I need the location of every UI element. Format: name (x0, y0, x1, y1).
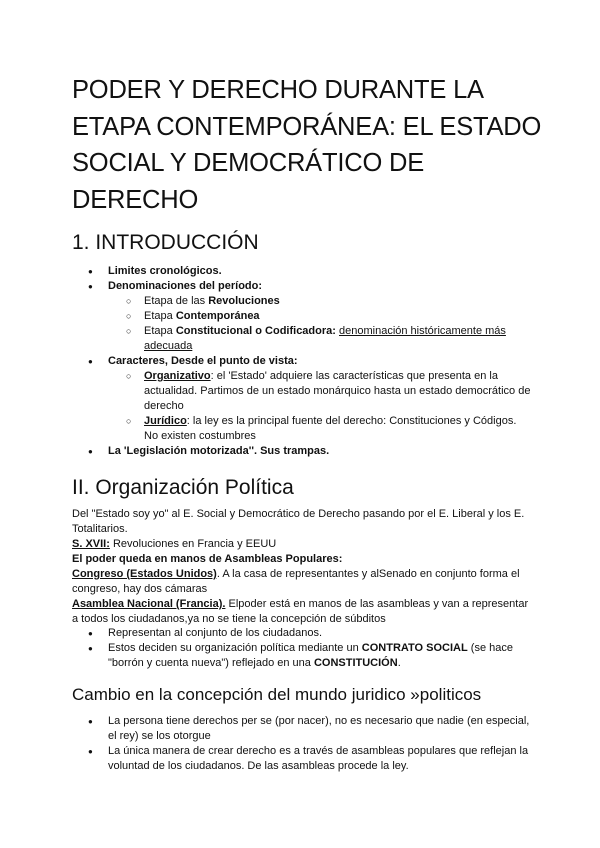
sxvii-paragraph (72, 537, 532, 552)
section-heading-cambio: Cambio en la concepción del mundo juridico »politicos (72, 685, 482, 704)
intro-list (72, 264, 532, 459)
congreso-label: Congreso (Estados Unidos) (72, 568, 217, 580)
denominaciones-text: Denominaciones del período: (108, 280, 263, 292)
org-bullet-text: . (397, 657, 401, 669)
etapa-prefix: Etapa de las (144, 295, 209, 307)
juridico-label: Jurídico (144, 415, 187, 427)
denominaciones-sublist (108, 294, 532, 354)
etapa-contemporanea: Contemporánea (175, 310, 260, 322)
etapa-prefix: Etapa (144, 310, 176, 322)
congreso-paragraph (72, 567, 532, 597)
organizativo-label: Organizativo (144, 370, 211, 382)
etapa-constitucional-note: denominación históricamente más adecuada (144, 325, 506, 352)
asamblea-text: Elpoder está en manos de las asambleas y van a representar a todos los ciudadanos,ya no se tiene la concepción de súbditos (72, 598, 529, 625)
organizativo-text: : el 'Estado' adquiere las características que presenta en la actualidad. Partimos de un estado monárquico hasta un estado democrático de derecho (144, 370, 531, 412)
org-intro-paragraph: Del "Estado soy yo" al E. Social y Democrático de Derecho pasando por el E. Liberal y los E. Totalitarios. (72, 508, 525, 535)
list-item (72, 444, 532, 459)
constitucion-text: CONSTITUCIÓN (313, 657, 398, 669)
asamblea-paragraph (72, 597, 532, 627)
section-heading-introduccion: 1. INTRODUCCIÓN (72, 231, 259, 254)
asamblea-label: Asamblea Nacional (Francia). (72, 598, 226, 610)
sxvii-text: Revoluciones en Francia y EEUU (109, 538, 277, 550)
list-item (72, 279, 532, 354)
cambio-list (72, 714, 532, 774)
etapa-constitucional: Constitucional o Codificadora: (175, 325, 336, 337)
etapa-revoluciones: Revoluciones (208, 295, 280, 307)
list-item (108, 294, 532, 309)
page-title: PODER Y DERECHO DURANTE LA ETAPA CONTEMPORÁNEA: EL ESTADO SOCIAL Y DEMOCRÁTICO DE DERECHO (72, 76, 542, 214)
list-item (72, 354, 532, 444)
section-heading-organizacion: II. Organización Política (72, 476, 294, 499)
list-item (108, 324, 532, 354)
organizacion-body (72, 507, 532, 627)
cambio-bullet-text: La persona tiene derechos per se (por nacer), no es necesario que nadie (en especial, el rey) se los otorgue (108, 715, 530, 742)
limites-text: Limites cronológicos. (108, 265, 222, 277)
list-item (108, 369, 532, 414)
etapa-prefix: Etapa (144, 325, 176, 337)
legislacion-text: La 'Legislación motorizada''. Sus trampas. (108, 445, 330, 457)
org-bullet-text: Representan al conjunto de los ciudadanos. (108, 627, 323, 639)
cambio-bullet-text: La única manera de crear derecho es a través de asambleas populares que reflejan la voluntad de los ciudadanos. De las asambleas procede la ley. (108, 745, 529, 772)
organizacion-list (72, 626, 532, 671)
poder-paragraph (72, 552, 532, 567)
caracteres-text: Caracteres, Desde el punto de vista: (108, 355, 298, 367)
list-item (72, 714, 532, 744)
org-bullet-text: Estos deciden su organización política mediante un (108, 642, 362, 654)
caracteres-sublist (108, 369, 532, 444)
list-item (72, 626, 532, 641)
list-item (72, 744, 532, 774)
list-item (108, 309, 532, 324)
contrato-social-text: CONTRATO SOCIAL (361, 642, 468, 654)
list-item (72, 264, 532, 279)
poder-text: El poder queda en manos de Asambleas Populares: (72, 553, 343, 565)
list-item (72, 641, 532, 671)
list-item (108, 414, 532, 444)
org-bullet-text: (se hace "borrón y cuenta nueva") reflejado en una (108, 642, 513, 669)
juridico-text: : la ley es la principal fuente del derecho: Constituciones y Códigos. No existen costumbres (144, 415, 517, 442)
sxvii-label: S. XVII: (72, 538, 110, 550)
congreso-text: . A la casa de representantes y alSenado en conjunto forma el congreso, hay dos cámaras (72, 568, 520, 595)
